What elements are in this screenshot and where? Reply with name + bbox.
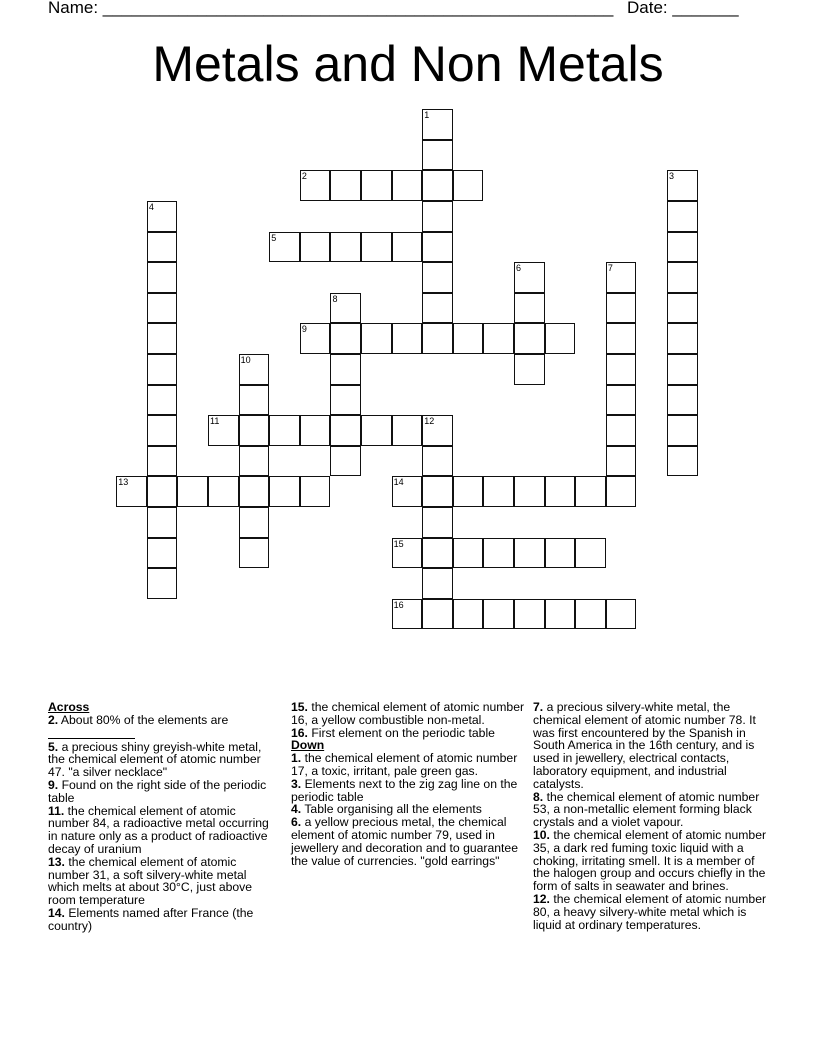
crossword-cell[interactable] — [239, 507, 270, 538]
crossword-cell[interactable] — [330, 170, 361, 201]
clue-down-7: 7. a precious silvery-white metal, the chemical element of atomic number 78. It was first encountered by the Spanish in South America in the 16th century, and is used in jewellery, electrical contacts, laboratory equipment, and industrial catalysts. — [533, 700, 756, 791]
clue-number: 1 — [424, 110, 430, 121]
crossword-cell[interactable] — [361, 170, 392, 201]
crossword-cell[interactable] — [147, 354, 178, 385]
crossword-cell[interactable] — [147, 415, 178, 446]
crossword-cell[interactable] — [177, 476, 208, 507]
clue-across-9: 9. Found on the right side of the periodic table — [48, 777, 267, 805]
clue-number: 3 — [669, 171, 675, 182]
crossword-cell[interactable] — [422, 599, 453, 630]
clue-number: 13 — [118, 477, 129, 488]
crossword-cell[interactable] — [239, 446, 270, 477]
crossword-cell[interactable] — [545, 323, 576, 354]
crossword-cell[interactable] — [422, 109, 453, 140]
crossword-cell[interactable] — [453, 476, 484, 507]
clue-across-16: 16. First element on the periodic table — [291, 725, 495, 740]
crossword-cell[interactable] — [545, 599, 576, 630]
crossword-cell[interactable] — [575, 599, 606, 630]
clues-column-1 — [48, 701, 280, 933]
crossword-cell[interactable] — [300, 170, 331, 201]
crossword-cell[interactable] — [514, 354, 545, 385]
clue-number: 7 — [607, 263, 613, 274]
crossword-cell[interactable] — [239, 385, 270, 416]
crossword-cell[interactable] — [422, 476, 453, 507]
crossword-cell[interactable] — [422, 568, 453, 599]
clue-across-13: 13. the chemical element of atomic number 31, a soft silvery-white metal which melts at about 30°C, just above room temperature — [48, 854, 253, 908]
crossword-cell[interactable] — [606, 415, 637, 446]
crossword-cell[interactable] — [147, 446, 178, 477]
crossword-cell[interactable] — [147, 538, 178, 569]
crossword-cell[interactable] — [361, 415, 392, 446]
crossword-cell[interactable] — [300, 476, 331, 507]
clue-across-2: 2. About 80% of the elements are — [48, 714, 280, 739]
clue-number: 15 — [393, 538, 404, 549]
crossword-cell[interactable] — [422, 415, 453, 446]
crossword-cell[interactable] — [392, 323, 423, 354]
clue-down-8: 8. the chemical element of atomic number 53, a non-metallic element forming black crystals and a violet vapour. — [533, 789, 760, 830]
crossword-cell[interactable] — [667, 446, 698, 477]
clue-number: 6 — [516, 263, 522, 274]
crossword-cell[interactable] — [606, 323, 637, 354]
clue-number: 8 — [332, 293, 338, 304]
clue-number: 9 — [301, 324, 307, 335]
crossword-cell[interactable] — [392, 232, 423, 263]
clue-down-4: 4. Table organising all the elements — [291, 802, 482, 817]
across-heading: Across — [48, 700, 90, 714]
crossword-cell[interactable] — [422, 170, 453, 201]
crossword-cell[interactable] — [606, 385, 637, 416]
crossword-cell[interactable] — [422, 201, 453, 232]
crossword-cell[interactable] — [514, 476, 545, 507]
clue-number: 5 — [271, 232, 277, 243]
crossword-cell[interactable] — [667, 170, 698, 201]
crossword-cell[interactable] — [514, 262, 545, 293]
crossword-cell[interactable] — [453, 323, 484, 354]
crossword-cell[interactable] — [147, 262, 178, 293]
crossword-cell[interactable] — [208, 415, 239, 446]
clue-down-1: 1. the chemical element of atomic number 17, a toxic, irritant, pale green gas. — [291, 751, 518, 778]
crossword-cell[interactable] — [116, 476, 147, 507]
crossword-cell[interactable] — [606, 262, 637, 293]
crossword-cell[interactable] — [330, 293, 361, 324]
crossword-cell[interactable] — [422, 446, 453, 477]
crossword-cell[interactable] — [147, 568, 178, 599]
crossword-cell[interactable] — [514, 323, 545, 354]
crossword-cell[interactable] — [330, 385, 361, 416]
crossword-cell[interactable] — [330, 323, 361, 354]
crossword-cell[interactable] — [300, 415, 331, 446]
answer-blank — [48, 727, 135, 739]
crossword-cell[interactable] — [514, 293, 545, 324]
crossword-cell[interactable] — [606, 446, 637, 477]
crossword-cell[interactable] — [422, 323, 453, 354]
date-field-label: Date: _______ — [627, 0, 739, 17]
clue-across-11: 11. the chemical element of atomic number 84, a radioactive metal occurring in nature only as a product of radioactive decay of uranium — [48, 803, 269, 856]
crossword-cell[interactable] — [606, 354, 637, 385]
clue-down-12: 12. the chemical element of atomic number 80, a heavy silvery-white metal which is liquid at ordinary temperatures. — [533, 891, 767, 932]
crossword-cell[interactable] — [392, 538, 423, 569]
crossword-cell[interactable] — [300, 232, 331, 263]
crossword-cell[interactable] — [453, 538, 484, 569]
crossword-cell[interactable] — [575, 476, 606, 507]
crossword-cell[interactable] — [392, 476, 423, 507]
crossword-cell[interactable] — [667, 232, 698, 263]
crossword-cell[interactable] — [667, 354, 698, 385]
crossword-cell[interactable] — [147, 476, 178, 507]
clue-number: 4 — [148, 202, 154, 213]
crossword-cell[interactable] — [239, 415, 270, 446]
crossword-cell[interactable] — [483, 476, 514, 507]
clue-number: 11 — [210, 416, 220, 427]
clues-column-3 — [533, 701, 773, 931]
crossword-cell[interactable] — [545, 476, 576, 507]
crossword-cell[interactable] — [392, 170, 423, 201]
crossword-cell[interactable] — [330, 415, 361, 446]
crossword-cell[interactable] — [483, 538, 514, 569]
crossword-cell[interactable] — [147, 385, 178, 416]
clue-down-6: 6. a yellow precious metal, the chemical element of atomic number 79, used in jewellery and decoration and to guarantee the value of currencies. "gold earrings" — [291, 815, 518, 868]
crossword-cell[interactable] — [575, 538, 606, 569]
crossword-cell[interactable] — [667, 201, 698, 232]
clue-number: 16 — [393, 599, 404, 610]
crossword-cell[interactable] — [422, 232, 453, 263]
crossword-cell[interactable] — [330, 446, 361, 477]
clue-down-3: 3. Elements next to the zig zag line on the periodic table — [291, 776, 518, 804]
page-title: Metals and Non Metals — [152, 36, 664, 92]
crossword-cell[interactable] — [667, 293, 698, 324]
crossword-cell[interactable] — [269, 232, 300, 263]
clue-number: 12 — [424, 416, 435, 427]
crossword-cell[interactable] — [239, 538, 270, 569]
crossword-cell[interactable] — [392, 599, 423, 630]
crossword-cell[interactable] — [330, 354, 361, 385]
crossword-cell[interactable] — [453, 170, 484, 201]
crossword-cell[interactable] — [239, 476, 270, 507]
crossword-cell[interactable] — [514, 599, 545, 630]
crossword-cell[interactable] — [514, 538, 545, 569]
crossword-cell[interactable] — [269, 415, 300, 446]
crossword-cell[interactable] — [147, 201, 178, 232]
crossword-cell[interactable] — [453, 599, 484, 630]
crossword-cell[interactable] — [422, 293, 453, 324]
name-field-label: Name: ______________________________________________________ — [48, 0, 614, 17]
crossword-cell[interactable] — [147, 507, 178, 538]
crossword-cell[interactable] — [361, 323, 392, 354]
crossword-cell[interactable] — [239, 354, 270, 385]
clue-number: 14 — [393, 477, 404, 488]
crossword-cell[interactable] — [606, 293, 637, 324]
crossword-cell[interactable] — [147, 293, 178, 324]
clue-number: 2 — [301, 171, 307, 182]
crossword-cell[interactable] — [392, 415, 423, 446]
crossword-cell[interactable] — [422, 538, 453, 569]
crossword-cell[interactable] — [147, 232, 178, 263]
crossword-cell[interactable] — [667, 262, 698, 293]
crossword-cell[interactable] — [208, 476, 239, 507]
clue-across-5: 5. a precious shiny greyish-white metal, the chemical element of atomic number 47. "a silver necklace" — [48, 739, 262, 780]
crossword-cell[interactable] — [667, 385, 698, 416]
crossword-cell[interactable] — [300, 323, 331, 354]
crossword-cell[interactable] — [667, 415, 698, 446]
crossword-cell[interactable] — [667, 323, 698, 354]
crossword-cell[interactable] — [422, 140, 453, 171]
crossword-cell[interactable] — [147, 323, 178, 354]
clue-across-14: 14. Elements named after France (the country) — [48, 905, 254, 933]
crossword-cell[interactable] — [361, 232, 392, 263]
crossword-cell[interactable] — [545, 538, 576, 569]
crossword-cell[interactable] — [422, 262, 453, 293]
clue-down-10: 10. the chemical element of atomic number 35, a dark red fuming toxic liquid with a choking, irritating smell. It is a member of the halogen group and occurs chiefly in the form of salts in seawater and brines. — [533, 827, 767, 894]
crossword-cell[interactable] — [330, 232, 361, 263]
crossword-cell[interactable] — [269, 476, 300, 507]
clue-across-15: 15. the chemical element of atomic number 16, a yellow combustible non-metal. — [291, 700, 525, 727]
crossword-cell[interactable] — [483, 599, 514, 630]
crossword-cell[interactable] — [422, 507, 453, 538]
crossword-cell[interactable] — [483, 323, 514, 354]
crossword-cell[interactable] — [606, 476, 637, 507]
crossword-cell[interactable] — [606, 599, 637, 630]
down-heading: Down — [291, 738, 325, 753]
clue-number: 10 — [240, 355, 251, 366]
clues-column-2 — [291, 701, 529, 867]
